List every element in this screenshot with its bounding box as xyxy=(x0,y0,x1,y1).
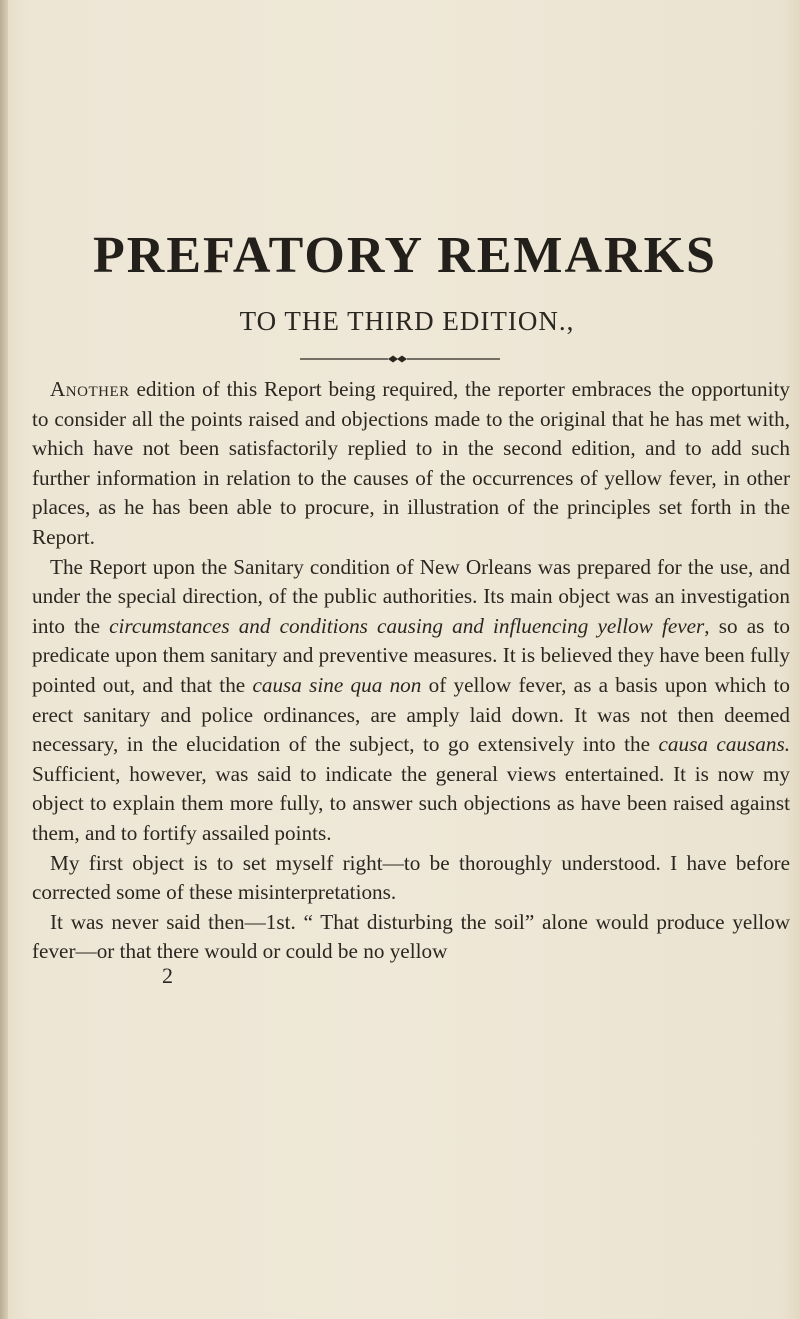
paragraph-2-text-c: of yellow fever, as a basis upon which to erect sanitary and police ordinances, are amply laid down. It was not then deemed necessary, in the elucidation of the subject, to go extensively into the xyxy=(32,672,791,757)
paragraph-2-text-a: The Report upon the Sanitary condition of New Orleans was prepared for the use, and under the special direction, of the public authorities. Its main object was an investigation into the xyxy=(32,554,790,638)
italic-phrase-circumstances: circumstances and conditions causing and influencing yellow fever xyxy=(109,613,705,638)
paragraph-1-text: edition of this Report being required, the reporter embraces the opportunity to consider all the points raised and objections made to the original that he has met with, which have not been satisfactorily replied to in the second edition, and to add such further information in relation to the causes of the occurrences of yellow fever, in other places, as he has been able to procure, in illustration of the principles set forth in the Report. xyxy=(32,377,790,549)
page-binding-edge xyxy=(0,0,8,1319)
paragraph-3: My first object is to set myself right—to be thoroughly understood. I have before corrected some of these misinterpretations. xyxy=(32,850,790,905)
paragraph-1 xyxy=(32,375,790,553)
page-title: PREFATORY REMARKS xyxy=(93,227,717,284)
paragraph-lead-word: Another xyxy=(50,377,130,401)
divider-ornament-icon xyxy=(300,353,500,365)
page-subtitle: TO THE THIRD EDITION., xyxy=(239,306,575,336)
paragraph-4: It was never said then—1st. “ That disturbing the soil” alone would produce yellow fever—or that there would or could be no yellow xyxy=(32,909,790,964)
paragraph-2-text-b: , so as to predicate upon them sanitary and preventive measures. It is believed they have been fully pointed out, and that the xyxy=(32,613,790,697)
body-text xyxy=(32,375,790,967)
italic-phrase-causa-causans: causa causans. xyxy=(658,732,791,757)
paragraph-2-text-d: Sufficient, however, was said to indicate the general views entertained. It is now my object to explain them more fully, to answer such objections as have been raised against them, and to fortify assailed points. xyxy=(32,761,790,845)
italic-phrase-causa-sine-qua-non: causa sine qua non xyxy=(252,672,422,697)
paragraph-2 xyxy=(32,553,790,849)
signature-mark: 2 xyxy=(162,963,173,988)
